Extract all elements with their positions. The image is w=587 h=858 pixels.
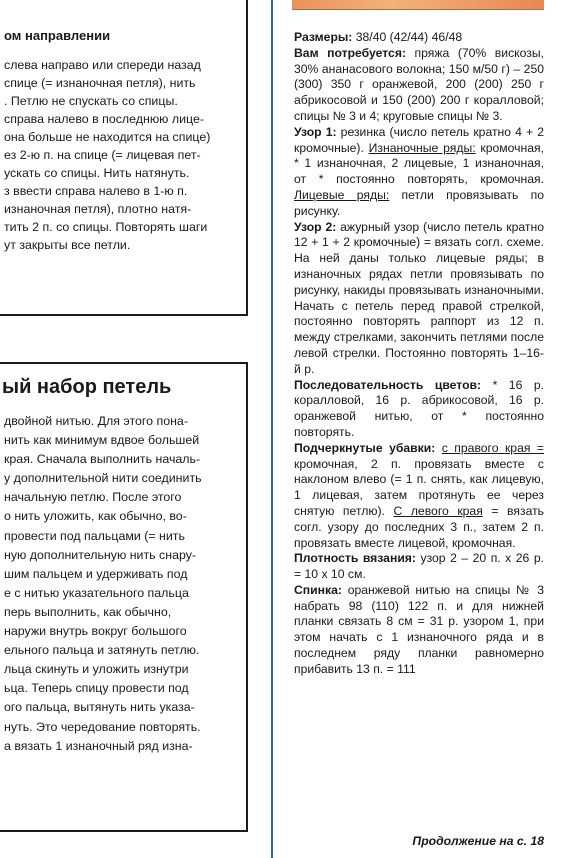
gauge-paragraph [294,551,544,583]
text-line: слева направо или спереди назад [4,58,201,72]
casting-off-box-title: ом направлении [4,28,111,43]
wrong-side-rows-label: Изнаночные ряды: [368,140,476,155]
pattern2-label: Узор 2: [294,219,337,234]
text-line: о нить уложить, как обычно, во- [4,509,187,524]
left-page-fragment [0,0,258,858]
text-line: она больше не находится на спице) [4,130,211,144]
text-line: наружи внутрь вокруг большого [4,624,187,639]
materials-text: пряжа (70% вискозы, 30% ананасового волокна; 150 м/50 г) – 250 (300) 350 г оранжевой, 200 (200) 250 г абрикосовой и 150 (200) 200 г коралловой; спицы № 3 и 4; круговые спицы № 3. [294,45,545,123]
colors-text: * 16 р. коралловой, 16 р. абрикосовой, 16 р. оранжевой нитью, от * постоянно повторять. [294,377,545,439]
text-line: ьца. Теперь спицу провести под [4,681,189,696]
text-line: льца скинуть и уложить изнутри [4,662,189,677]
right-side-rows-label: Лицевые ряды: [294,187,390,202]
decreases-paragraph [294,441,544,552]
text-line: . Петлю не спускать со спицы. [4,94,178,108]
pattern2-paragraph [294,220,544,378]
colors-label: Последовательность цветов: [294,377,482,392]
pattern1-wrong-side-text: кромочная, * 1 изнаночная, 2 лицевые, 1 изнаночная, от * постоянно повторять, кромочная. [294,140,544,187]
cast-on-box-title: ый набор петель [2,376,172,398]
left-edge-label: С левого края [393,503,483,518]
back-paragraph [294,583,544,678]
column-divider [271,0,273,858]
pattern-instructions [294,30,544,678]
text-line: начальную петлю. После этого [4,490,182,505]
materials-paragraph [294,46,544,125]
text-line: спице (= изнаночная петля), нить [4,76,196,90]
casting-off-text [4,56,210,254]
left-edge-text: = вязать согл. узору до последних 3 п., затем 2 п. провязать вместе лицевой, кромочная. [294,503,545,550]
pattern1-text: резинка (число петель кратно 4 + 2 кромочные). [294,124,545,155]
text-line: ельного пальца и затянуть петлю. [4,643,200,658]
materials-label: Вам потребуется: [294,45,407,60]
gauge-label: Плотность вязания: [294,551,416,566]
back-text: оранжевой нитью на спицы № 3 набрать 98 (110) 122 п. и для нижней планки связать 8 см = 31 р. узором 1, при этом начать с 1 изнаночного ряда и в последнем ряду планки равномерно прибавить 13 п. = 111 [294,582,544,676]
text-line: ез 2-ю п. на спице (= лицевая пет- [4,148,201,162]
continued-footer: Продолжение на с. 18 [412,834,544,848]
pattern1-paragraph [294,125,544,220]
text-line: ого пальца, вытянуть нить указа- [4,700,195,715]
text-line: а вязать 1 изнаночный ряд изна- [4,738,193,753]
text-line: изнаночная петля), плотно натя- [4,202,192,216]
sizes-text: 38/40 (42/44) 46/48 [352,30,463,44]
sizes-paragraph [294,30,544,46]
text-line: перь выполнить, как обычно, [4,604,172,619]
decreases-label: Подчеркнутые убавки: [294,440,436,455]
right-edge-text: кромочная, 2 п. провязать вместе с наклоном влево (= 1 п. снять, как лицевую, 1 лицевая, затем протянуть ее через снятую петлю). [294,456,544,518]
cast-on-text [4,412,202,756]
text-line: ут закрыты все петли. [4,238,131,252]
text-line: двойной нитью. Для этого пона- [4,414,188,428]
text-line: края. Сначала выполнить началь- [4,452,201,467]
text-line: нуть. Это чередование повторять. [4,719,201,734]
text-line: справа налево в последнюю лице- [4,112,204,126]
pattern1-right-side-text: петли провязывать по рисунку. [294,187,544,218]
text-line: з ввести справа налево в 1-ю п. [4,184,188,198]
text-line: ускать со спицы. Нить натянуть. [4,166,190,180]
text-line: ную дополнительную нить снару- [4,547,197,562]
pattern2-text: ажурный узор (число петель кратно 12 + 1 + 2 кромочные) = вязать согл. схеме. На ней даны только лицевые ряды; в изнаночных рядах петли провязывать по рисунку, накиды провязывать изнаночными. Начать с петель перед правой стрелкой, постоянно повторять раппорт из 12 п. между стрелками, закончить петлями после левой стрелки. Постоянно повторять 1–16-й р. [294,219,544,376]
text-line: шим пальцем и удерживать под [4,566,188,581]
back-label: Спинка: [294,582,342,597]
colors-paragraph [294,378,544,441]
text-line: нить как минимум вдвое большей [4,433,200,448]
text-line: тить 2 п. со спицы. Повторять шаги [4,220,208,234]
photo-edge [292,0,544,10]
pattern1-label: Узор 1: [294,124,337,139]
text-line: у дополнительной нити соединить [4,471,202,486]
text-line: провести под пальцами (= нить [4,528,185,543]
text-line: е с нитью указательного пальца [4,585,189,600]
gauge-text: узор 2 – 20 п. х 26 р. = 10 х 10 см. [294,551,544,582]
right-edge-label: с правого края = [441,440,545,455]
sizes-label: Размеры: [294,30,353,44]
